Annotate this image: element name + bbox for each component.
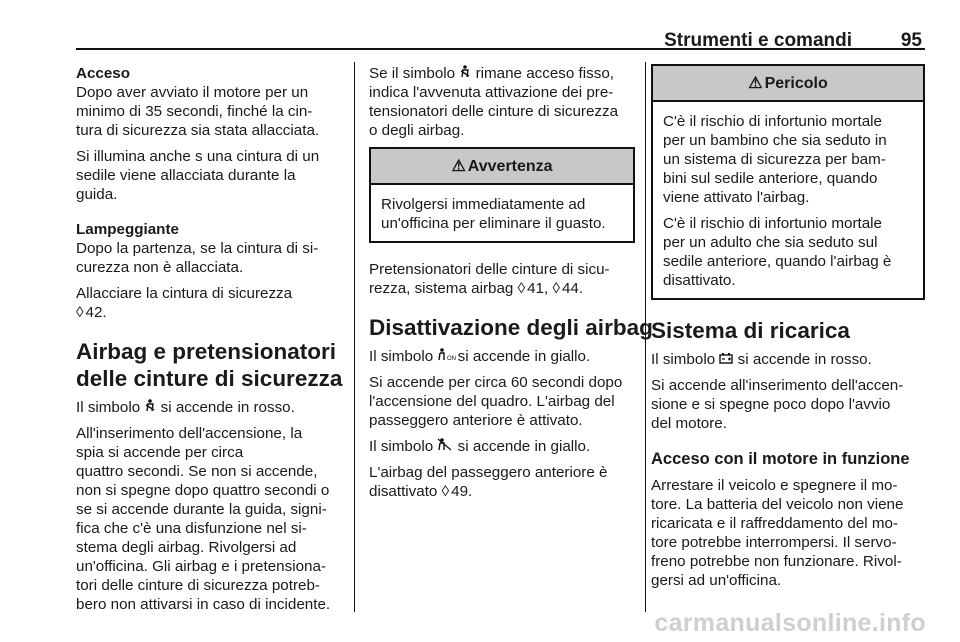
text-line: Dopo aver avviato il motore per un (76, 84, 309, 101)
text-line: viene attivato l'airbag. (663, 189, 810, 206)
ricarica-heading: Sistema di ricarica (651, 318, 850, 343)
text-fragment: Il simbolo (651, 351, 716, 368)
lampeggiante-paragraph (76, 239, 344, 277)
text-fragment: rezza, sistema airbag (369, 280, 514, 297)
text-line: Si accende per circa 60 secondi dopo (369, 374, 623, 391)
text-line: sedile anteriore, quando l'airbag è (663, 253, 892, 270)
reference-arrow-icon: ◊ (76, 304, 84, 321)
page-reference[interactable]: 41, (527, 280, 549, 297)
text-line: quattro secondi. Se non si accende, (76, 463, 318, 480)
passenger-airbag-off-icon (437, 437, 453, 456)
reference-arrow-icon: ◊ (441, 483, 450, 500)
danger-box (651, 64, 925, 300)
page-number: 95 (900, 30, 922, 51)
column-3 (651, 64, 925, 597)
page-title: Strumenti e comandi (664, 30, 852, 51)
text-fragment: Il simbolo (369, 348, 434, 365)
text-line: tore. La batteria del veicolo non viene (651, 496, 904, 513)
page-reference[interactable]: 42. (85, 304, 107, 321)
inserimento-paragraph (76, 424, 344, 614)
text-fragment: Se il simbolo (369, 65, 456, 82)
text-line: un'officina per eliminare il guasto. (381, 215, 606, 232)
text-fragment: si accende in rosso. (160, 399, 295, 416)
heading-line: Airbag e pretensionatori (76, 339, 337, 364)
danger-header (653, 66, 923, 102)
text-line: C'è il rischio di infortunio mortale (663, 113, 882, 130)
text-line: un sistema di sicurezza per bam- (663, 151, 886, 168)
text-line: Si illumina anche s una cintura di un (76, 148, 320, 165)
text-line: tura di sicurezza sia stata allacciata. (76, 122, 320, 139)
page-reference[interactable]: 49. (451, 483, 473, 500)
battery-icon (719, 350, 733, 369)
text-line: indica l'avvenuta attivazione dei pre- (369, 84, 614, 101)
disattivazione-heading: Disattivazione degli airbag (369, 315, 653, 340)
rimane-paragraph (369, 64, 635, 140)
motore-paragraph (651, 476, 925, 590)
passenger-airbag-on-icon (437, 347, 457, 366)
text-line: disattivato. (663, 272, 736, 289)
text-line: C'è il rischio di infortunio mortale (663, 215, 882, 232)
warning-box (369, 147, 635, 243)
text-fragment: si accende in rosso. (737, 351, 872, 368)
lampeggiante-heading: Lampeggiante (76, 221, 179, 238)
text-line: se si accende durante la guida, signi- (76, 501, 327, 518)
accende-paragraph (369, 373, 635, 430)
text-line: bero non attivarsi in caso di incidente. (76, 596, 331, 613)
ricarica-paragraph (651, 376, 925, 433)
text-line: per un bambino che sia seduto in (663, 132, 887, 149)
text-line: per un adulto che sia seduto sul (663, 234, 878, 251)
text-line: freno potrebbe non funzionare. Rivol- (651, 553, 902, 570)
text-line: spia si accende per circa (76, 444, 244, 461)
text-line: fica che c'è una disfunzione nel si- (76, 520, 307, 537)
text-line: ricaricata e il raffreddamento del mo- (651, 515, 899, 532)
text-line: stema degli airbag. Rivolgersi ad (76, 539, 297, 556)
text-fragment: Il simbolo (369, 438, 434, 455)
seatbelt-airbag-icon (459, 64, 471, 83)
text-line: un'officina. Gli airbag e i pretensiona- (76, 558, 326, 575)
illumina-paragraph (76, 147, 344, 204)
text-line: guida. (76, 186, 118, 203)
text-line: Rivolgersi immediatamente ad (381, 196, 586, 213)
text-line: sedile viene allacciata durante la (76, 167, 296, 184)
airbag-heading (76, 338, 344, 392)
text-fragment: si accende in giallo. (457, 348, 591, 365)
text-line: Arrestare il veicolo e spegnere il mo- (651, 477, 898, 494)
text-line: tensionatori delle cinture di sicurezza (369, 103, 619, 120)
page-header (76, 24, 922, 50)
text-line: passeggero anteriore è attivato. (369, 412, 583, 429)
text-fragment: disattivato (369, 483, 438, 500)
warning-header (371, 149, 633, 185)
disattivato-paragraph (369, 463, 635, 501)
warning-title: Avvertenza (467, 157, 553, 175)
text-line: sione e si spegne poco dopo l'avvio (651, 396, 891, 413)
reference-line (76, 303, 344, 322)
text-line: l'accensione del quadro. L'airbag del (369, 393, 615, 410)
reference-arrow-icon: ◊ (517, 280, 526, 297)
acceso-paragraph (76, 83, 344, 140)
text-line: Dopo la partenza, se la cintura di si- (76, 240, 319, 257)
giallo2-paragraph (369, 437, 635, 456)
heading-line: delle cinture di sicurezza (76, 366, 343, 391)
text-line: Allacciare la cintura di sicurezza (76, 285, 293, 302)
danger-title: Pericolo (764, 74, 828, 92)
danger-body (653, 102, 923, 298)
text-fragment: rimane acceso fisso, (475, 65, 615, 82)
text-line: curezza non è allacciata. (76, 259, 244, 276)
column-divider-1 (354, 62, 355, 612)
warning-body (371, 185, 633, 241)
column-1 (76, 64, 344, 621)
warning-triangle-icon: ⚠ (451, 157, 466, 175)
column-2 (369, 64, 653, 508)
acceso-heading: Acceso (76, 65, 131, 82)
text-line: bini sul sedile anteriore, quando (663, 170, 878, 187)
text-line: Pretensionatori delle cinture di sicu- (369, 261, 610, 278)
ricarica-simbolo-paragraph (651, 350, 925, 369)
text-fragment: Il simbolo (76, 399, 141, 416)
watermark: carmanualsonline.info (654, 609, 926, 637)
allacciare-paragraph (76, 284, 344, 322)
svg-text:ON: ON (447, 356, 457, 362)
text-line: minimo di 35 secondi, finché la cin- (76, 103, 313, 120)
text-line: del motore. (651, 415, 727, 432)
header-rule (76, 48, 925, 50)
text-line: tori delle cinture di sicurezza potreb- (76, 577, 320, 594)
text-line: L'airbag del passeggero anteriore è (369, 464, 608, 481)
seatbelt-airbag-icon (144, 398, 156, 417)
danger-paragraph (663, 112, 915, 207)
text-line: non si spegne dopo quattro secondi o (76, 482, 330, 499)
text-line: tore potrebbe interrompersi. Il servo- (651, 534, 897, 551)
reference-arrow-icon: ◊ (552, 280, 560, 297)
text-line: All'inserimento dell'accensione, la (76, 425, 303, 442)
text-line: o degli airbag. (369, 122, 465, 139)
giallo1-paragraph (369, 347, 635, 366)
text-fragment: si accende in giallo. (457, 438, 591, 455)
text-line: gersi ad un'officina. (651, 572, 782, 589)
warning-triangle-icon: ⚠ (748, 74, 763, 92)
danger-paragraph (663, 214, 915, 290)
page-reference[interactable]: 44. (561, 280, 584, 297)
pretensionatori-paragraph (369, 260, 635, 298)
motore-heading: Acceso con il motore in funzione (651, 450, 910, 468)
simbolo-rosso-paragraph (76, 398, 344, 417)
text-line: Si accende all'inserimento dell'accen- (651, 377, 904, 394)
